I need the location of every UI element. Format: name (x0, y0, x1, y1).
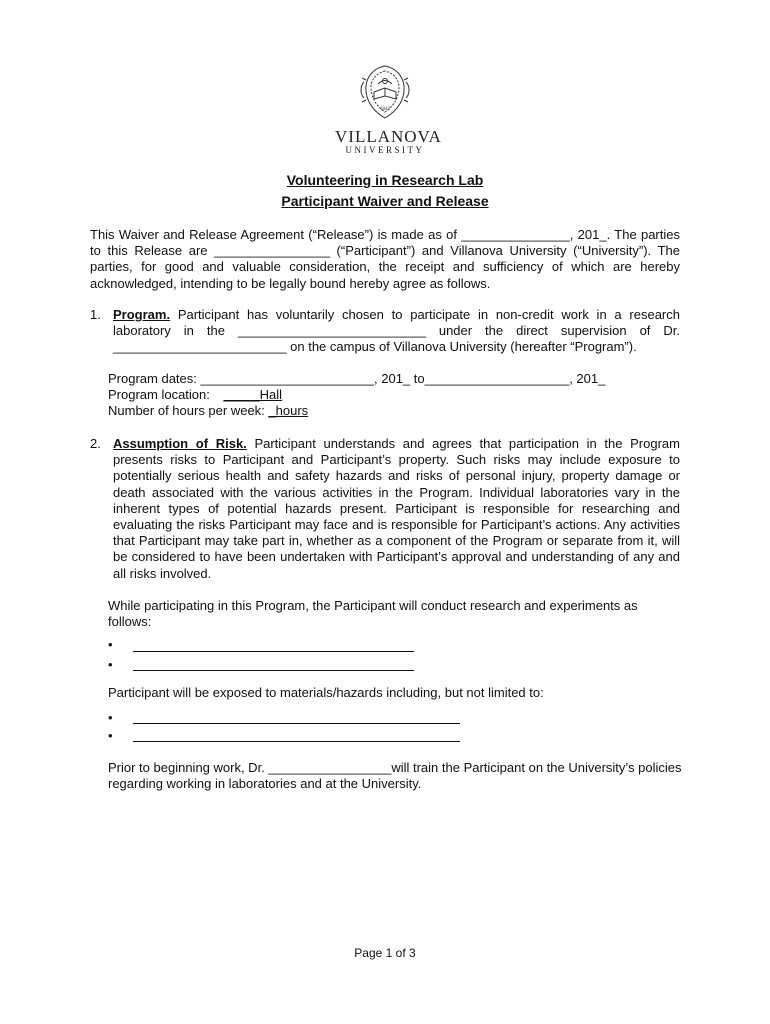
villanova-logo (335, 62, 442, 156)
program-location-line (108, 387, 688, 403)
section-2-number: 2. (90, 436, 101, 451)
research-intro: While participating in this Program, the Participant will conduct research and experiments as follows: (108, 598, 638, 630)
logo-name: VILLANOVA (335, 127, 442, 146)
seal-year-text: 1842 (380, 107, 390, 112)
training-paragraph: Prior to beginning work, Dr. _________________will train the Participant on the University’s policies regarding working in laboratories and at the University. (108, 760, 682, 792)
section-2-heading: Assumption of Risk. (113, 436, 247, 451)
exposure-blank-line-1 (133, 723, 460, 724)
program-location-value: _____Hall (223, 387, 283, 402)
program-hours-label: Number of hours per week: (108, 403, 265, 418)
exposure-intro: Participant will be exposed to materials/hazards including, but not limited to: (108, 685, 544, 700)
research-bullet-1: • (108, 637, 113, 652)
section-1-text: Participant has voluntarily chosen to participate in non-credit work in a research laboratory in the __________________________ under the direct supervision of Dr. ________________________ on the campus of Villanova University (hereafter “Program”). (113, 307, 680, 355)
exposure-bullet-1: • (108, 710, 113, 725)
page-number: Page 1 of 3 (354, 946, 416, 960)
program-location-label: Program location: (108, 387, 210, 402)
document-subtitle: Participant Waiver and Release (281, 193, 489, 209)
section-1-heading: Program. (113, 307, 171, 322)
section-2-text: Participant understands and agrees that participation in the Program presents risks to Participant and Participant’s property. Such risks may include exposure to potentially serious health and safety hazards and risks of personal injury, property damage or death associated with the various activities in the Program. Individual laboratories vary in the inherent types of potential hazards present. Participant is responsible for researching and evaluating the risks Participant may face and is responsible for Participant’s actions. Any activities that Participant may take part in, whether as a component of the Program or separate from it, will be considered to have been undertaken with Participant’s approval and understanding of any and all risks involved. (113, 436, 680, 581)
exposure-bullet-2: • (108, 728, 113, 743)
exposure-blank-line-2 (133, 741, 460, 742)
program-hours-line (108, 403, 688, 419)
document-title: Volunteering in Research Lab (286, 172, 484, 188)
research-blank-line-2 (133, 670, 414, 671)
section-1-number: 1. (90, 307, 101, 322)
university-seal-icon (354, 62, 416, 124)
section-2-paragraph (113, 436, 680, 582)
intro-paragraph: This Waiver and Release Agreement (“Release”) is made as of _______________, 201_. The parties to this Release are ________________ (“Participant”) and Villanova University (“University”). The parties, for good and valuable consideration, the receipt and sufficiency of which are hereby acknowledged, intending to be legally bound hereby agree as follows. (90, 227, 680, 291)
section-1-paragraph (113, 307, 680, 356)
research-bullet-2: • (108, 657, 113, 672)
program-hours-value: _hours (268, 403, 309, 418)
research-blank-line-1 (133, 651, 414, 652)
program-dates-line: Program dates: ________________________, 201_ to____________________, 201_ (108, 371, 606, 386)
logo-subname: UNIVERSITY (345, 145, 425, 155)
